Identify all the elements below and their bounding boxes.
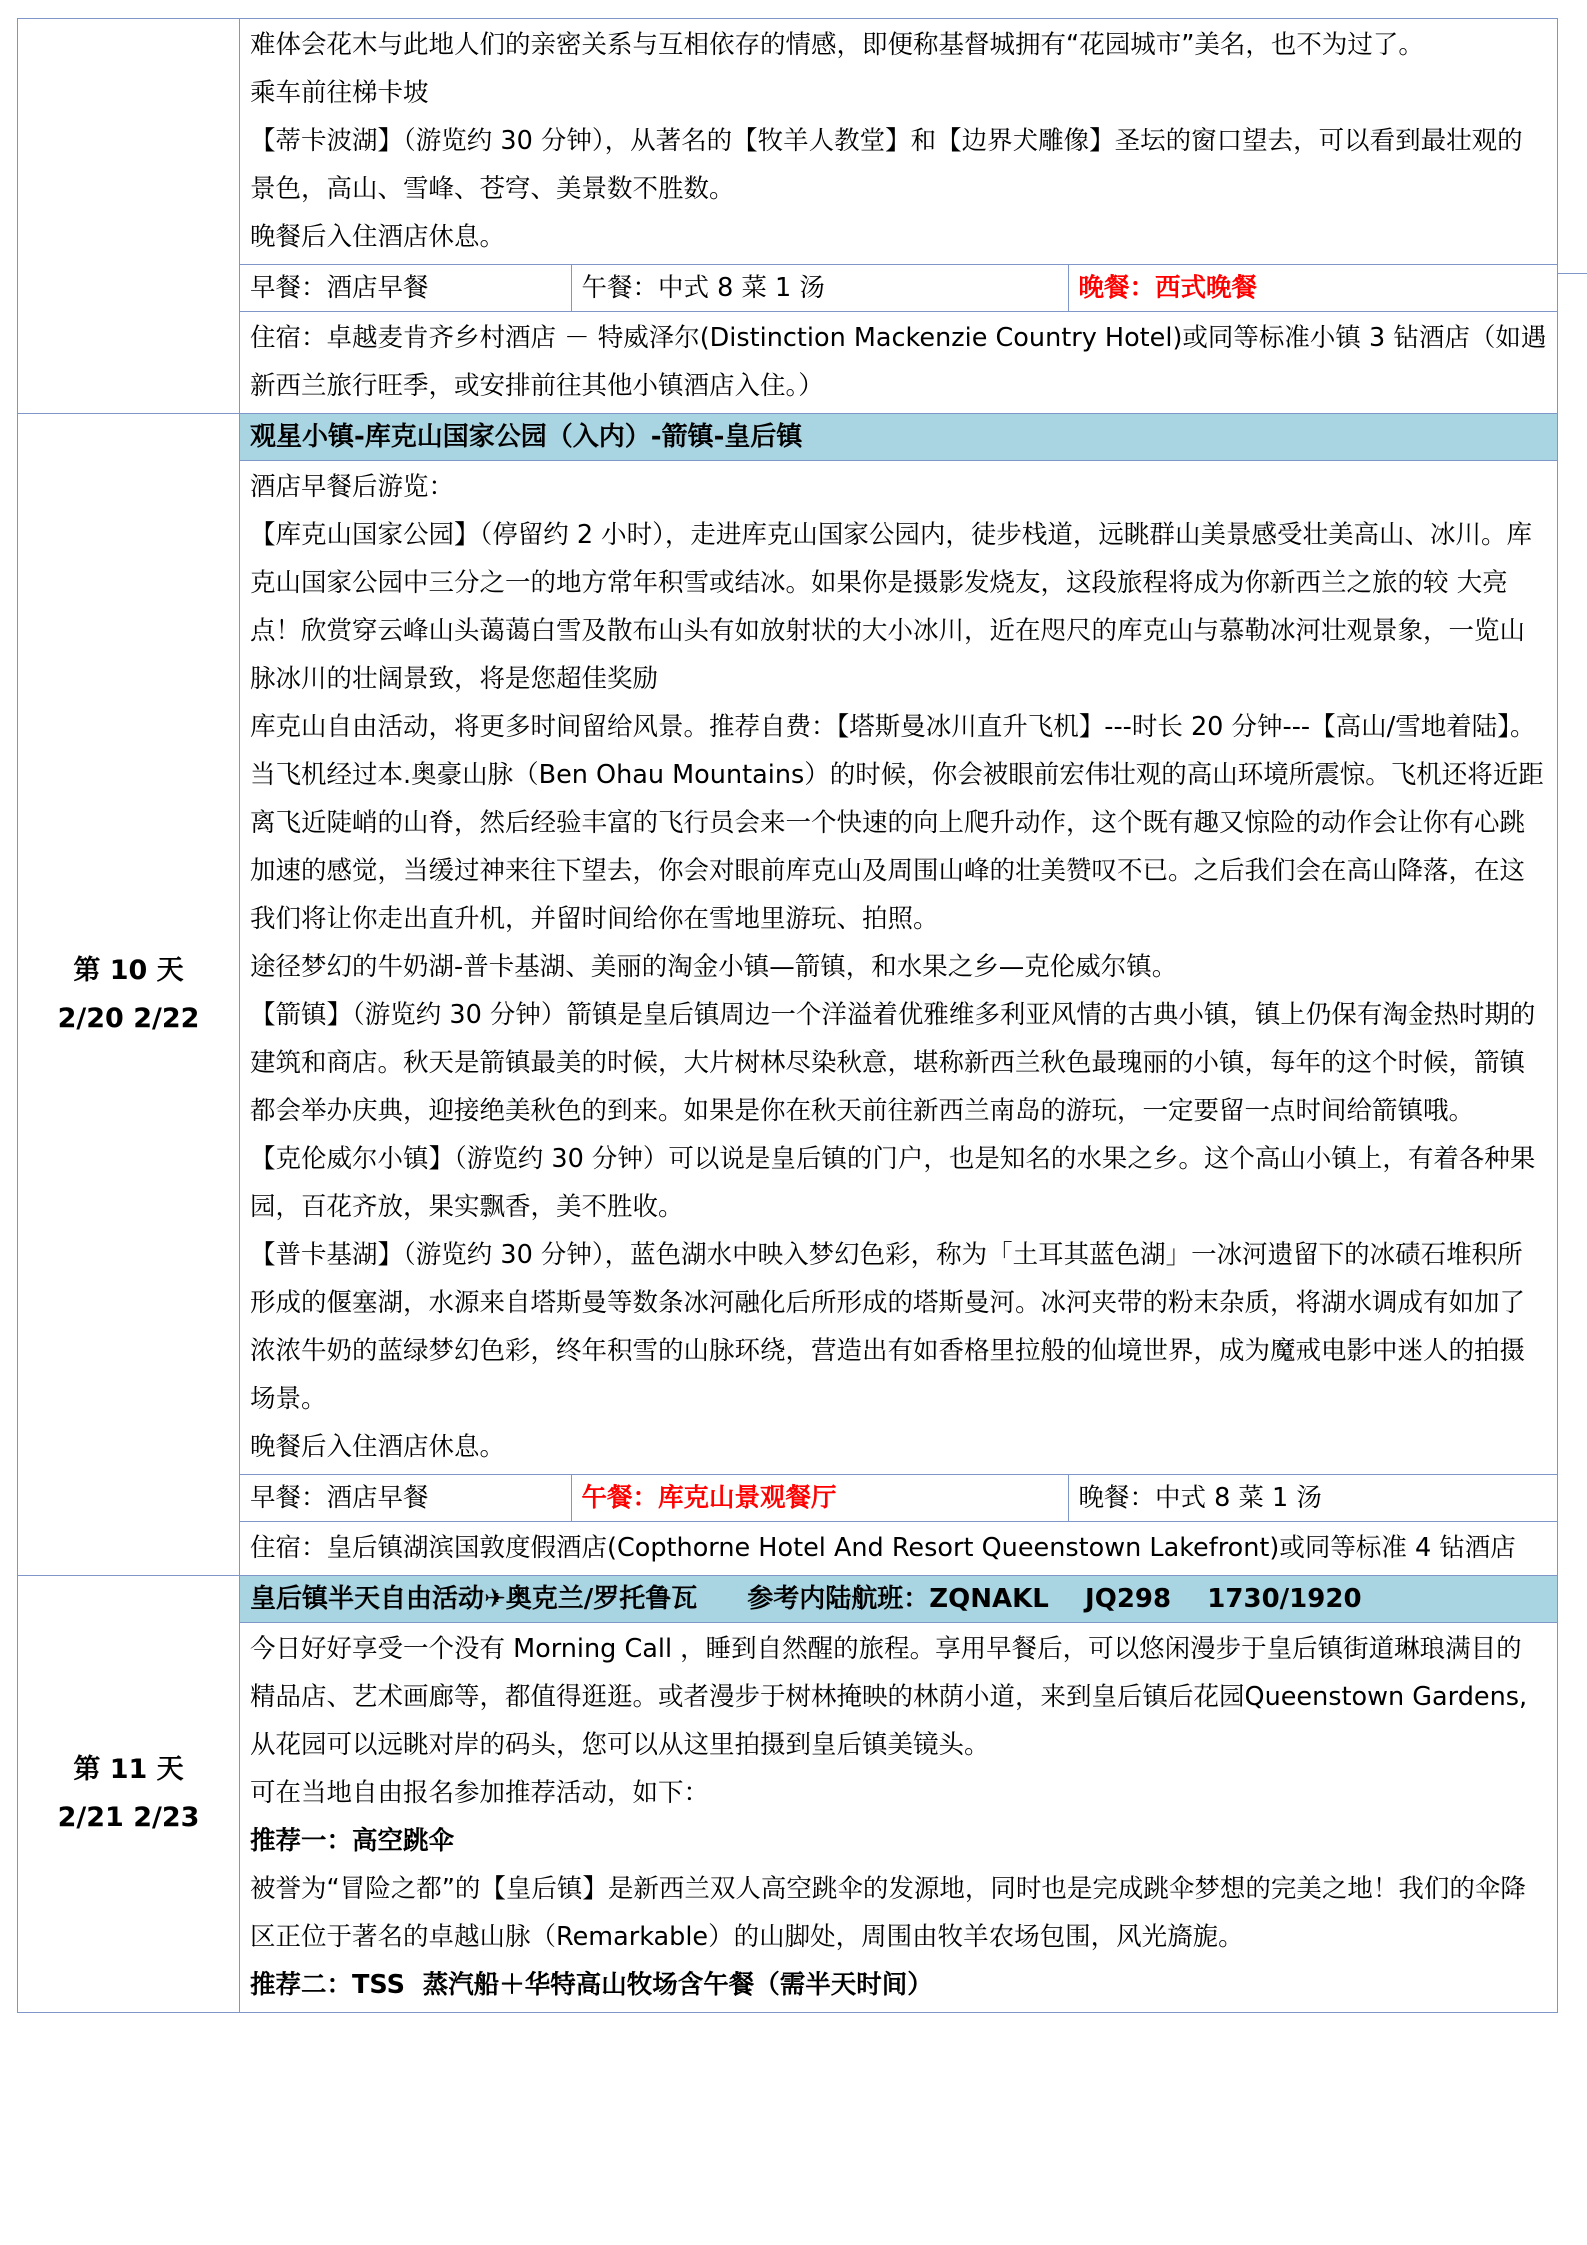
- flight-info: 参考内陆航班：ZQNAKL JQ298 1730/1920: [747, 1584, 1362, 1614]
- day11-title: [240, 1576, 1557, 1622]
- day11-label-cell: [18, 1576, 240, 2013]
- meals-table: [240, 1475, 1557, 1521]
- paragraph: 被誉为“冒险之都”的【皇后镇】是新西兰双人高空跳伞的发源地，同时也是完成跳伞梦想的完美之地！我们的伞降区正位于著名的卓越山脉（Remarkable）的山脚处，周围由牧羊农场包围，风光旖旎。: [250, 1874, 1526, 1952]
- meals-table: [240, 265, 1557, 311]
- day10-row: [18, 414, 1558, 1576]
- day-date: 2/20 2/22: [57, 1002, 200, 1034]
- route-title: 皇后镇半天自由活动✈奥克兰/罗托鲁瓦: [250, 1584, 698, 1614]
- lodging-row: 住宿：皇后镇湖滨国敦度假酒店(Copthorne Hotel And Resort Queenstown Lakefront)或同等标准 4 钻酒店: [240, 1521, 1557, 1575]
- paragraph: 【克伦威尔小镇】（游览约 30 分钟）可以说是皇后镇的门户，也是知名的水果之乡。这个高山小镇上，有着各种果园，百花齐放，果实飘香，美不胜收。: [250, 1144, 1536, 1222]
- lodging-row: 住宿：卓越麦肯齐乡村酒店 － 特威泽尔(Distinction Mackenzie Country Hotel)或同等标准小镇 3 钻酒店（如遇新西兰旅行旺季，或安排前往其他小镇酒店入住。）: [240, 311, 1557, 413]
- day9-continuation-row: [18, 19, 1558, 414]
- paragraph: 晚餐后入住酒店休息。: [250, 222, 506, 252]
- recommendation-title: 推荐二：TSS 蒸汽船＋华特高山牧场含午餐（需半天时间）: [250, 1970, 933, 2000]
- day-date: 2/21 2/23: [57, 1802, 200, 1833]
- day9-content-cell: [240, 19, 1558, 414]
- dinner-cell: 晚餐：西式晚餐: [1078, 273, 1258, 303]
- meals-row: [240, 264, 1557, 311]
- day11-content-cell: [240, 1576, 1558, 2013]
- paragraph: 今日好好享受一个没有 Morning Call ，睡到自然醒的旅程。享用早餐后，可以悠闲漫步于皇后镇街道琳琅满目的精品店、艺术画廊等，都值得逛逛。或者漫步于树林掩映的林荫小道，来到皇后镇后花园Queenstown Gardens,从花园可以远眺对岸的码头，您可以从这里拍摄到皇后镇美镜头。: [250, 1634, 1528, 1760]
- breakfast-cell: 早餐：酒店早餐: [240, 1475, 571, 1521]
- paragraph: 【箭镇】（游览约 30 分钟）箭镇是皇后镇周边一个洋溢着优雅维多利亚风情的古典小镇，镇上仍保有淘金热时期的建筑和商店。秋天是箭镇最美的时候，大片树林尽染秋意，堪称新西兰秋色最瑰丽的小镇，每年的这个时候，箭镇都会举办庆典，迎接绝美秋色的到来。如果是你在秋天前往新西兰南岛的游玩，一定要留一点时间给箭镇哦。: [250, 1000, 1536, 1126]
- paragraph: 晚餐后入住酒店休息。: [250, 1432, 506, 1462]
- paragraph: 【库克山国家公园】（停留约 2 小时），走进库克山国家公园内，徒步栈道，远眺群山美景感受壮美高山、冰川。库克山国家公园中三分之一的地方常年积雪或结冰。如果你是摄影发烧友，这段旅程将成为你新西兰之旅的较 大亮点！欣赏穿云峰山头蔼蔼白雪及散布山头有如放射状的大小冰川，近在咫尺的库克山与慕勒冰河壮观景象，一览山脉冰川的壮阔景致，将是您超佳奖励: [250, 520, 1532, 694]
- paragraph: 酒店早餐后游览：: [250, 472, 455, 502]
- day10-description: [240, 460, 1557, 1474]
- dinner-cell: 晚餐：中式 8 菜 1 汤: [1078, 1483, 1322, 1513]
- paragraph: 乘车前往梯卡坡: [250, 78, 429, 108]
- paragraph: 【普卡基湖】（游览约 30 分钟），蓝色湖水中映入梦幻色彩，称为「土耳其蓝色湖」一冰河遗留下的冰碛石堆积所形成的偃塞湖，水源来自塔斯曼等数条冰河融化后所形成的塔斯曼河。冰河夹带的粉末杂质，将湖水调成有如加了浓浓牛奶的蓝绿梦幻色彩，终年积雪的山脉环绕，营造出有如香格里拉般的仙境世界，成为魔戒电影中迷人的拍摄场景。: [250, 1240, 1526, 1414]
- table-edge-mark: [1557, 273, 1587, 274]
- day10-content-cell: [240, 414, 1558, 1576]
- breakfast-cell: 早餐：酒店早餐: [240, 265, 571, 311]
- paragraph: 难体会花木与此地人们的亲密关系与互相依存的情感，即便称基督城拥有“花园城市”美名，也不为过了。: [250, 30, 1424, 60]
- paragraph: 途径梦幻的牛奶湖-普卡基湖、美丽的淘金小镇—箭镇，和水果之乡—克伦威尔镇。: [250, 952, 1178, 982]
- day11-row: [18, 1576, 1558, 2013]
- recommendation-title: 推荐一：高空跳伞: [250, 1826, 455, 1856]
- lunch-cell: 午餐：库克山景观餐厅: [571, 1475, 1068, 1521]
- paragraph: 可在当地自由报名参加推荐活动，如下：: [250, 1778, 710, 1808]
- lunch-cell: 午餐：中式 8 菜 1 汤: [571, 265, 1068, 311]
- paragraph: 【蒂卡波湖】（游览约 30 分钟），从著名的【牧羊人教堂】和【边界犬雕像】圣坛的窗口望去，可以看到最壮观的景色，高山、雪峰、苍穹、美景数不胜数。: [250, 126, 1523, 204]
- itinerary-table: [17, 18, 1558, 2013]
- meals-row: [240, 1474, 1557, 1521]
- day11-description: [240, 1622, 1557, 2012]
- day-number: 第 10 天: [73, 954, 184, 986]
- day-cell-empty: [18, 19, 240, 414]
- paragraph: 库克山自由活动，将更多时间留给风景。推荐自费：【塔斯曼冰川直升飞机】---时长 20 分钟---【高山/雪地着陆】。当飞机经过本.奥豪山脉（Ben Ohau Mountains）的时候，你会被眼前宏伟壮观的高山环境所震惊。飞机还将近距离飞近陡峭的山脊，然后经验丰富的飞行员会来一个快速的向上爬升动作，这个既有趣又惊险的动作会让你有心跳加速的感觉，当缓过神来往下望去，你会对眼前库克山及周围山峰的壮美赞叹不已。之后我们会在高山降落，在这我们将让你走出直升机，并留时间给你在雪地里游玩、拍照。: [250, 712, 1544, 934]
- day9-description: [240, 19, 1557, 264]
- day10-label-cell: [18, 414, 240, 1576]
- day-number: 第 11 天: [73, 1754, 184, 1785]
- day10-title: 观星小镇-库克山国家公园（入内）-箭镇-皇后镇: [240, 414, 1557, 460]
